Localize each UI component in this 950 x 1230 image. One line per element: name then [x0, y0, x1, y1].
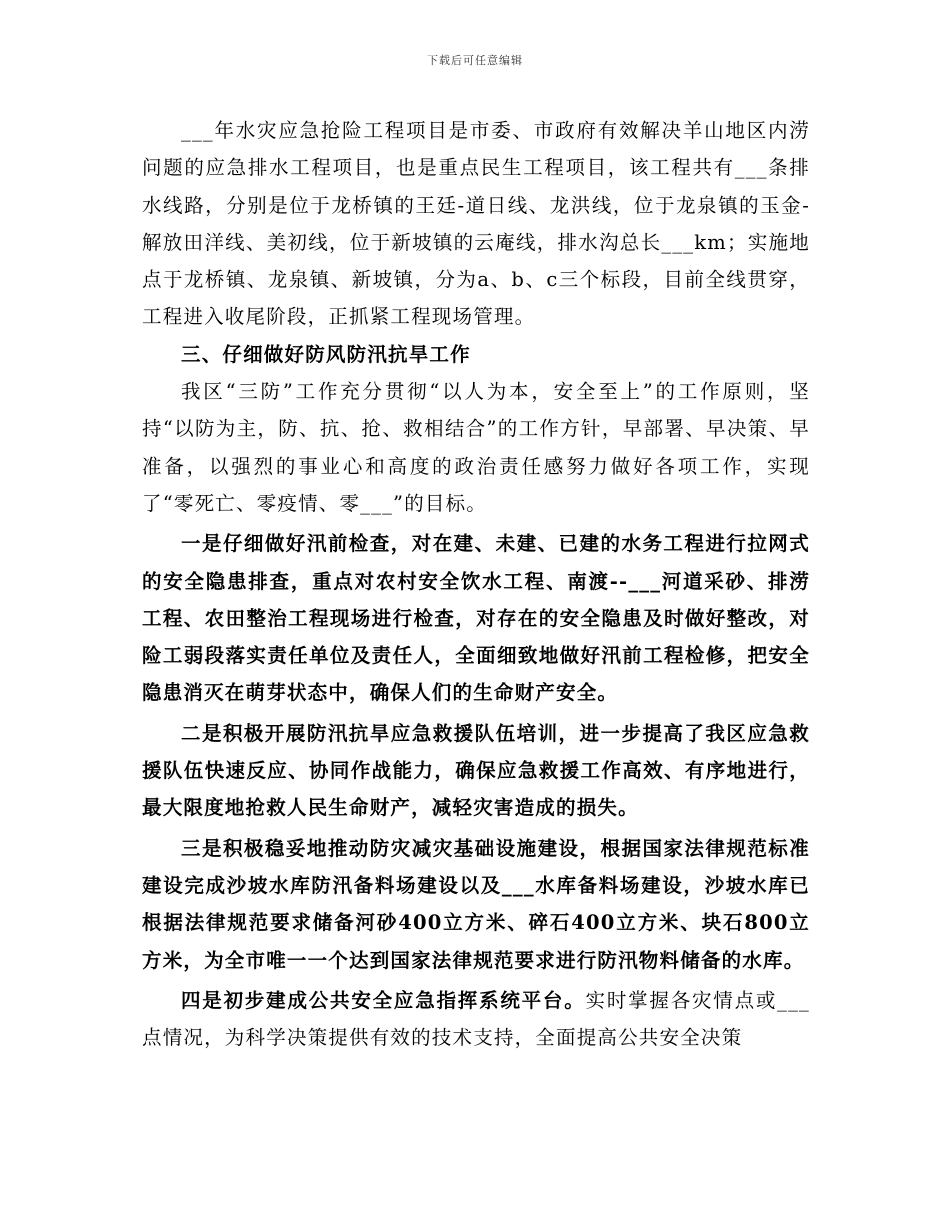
paragraph-point-three	[142, 830, 810, 979]
paragraph-lead: 二是积极开展防汛抗旱应急救援队伍培训，进一步提高了我区应急救援队伍快速反应、协同作战能力，确保应急救援工作高效、有序地进行，最大限度地抢救人民生命财产，减轻灾害造成的损失。	[142, 721, 810, 820]
section-heading-text: 三、仔细做好防风防汛抗旱工作	[181, 342, 471, 366]
paragraph-point-two	[142, 715, 810, 827]
paragraph-text: 我区“三防”工作充分贯彻“以人为本，安全至上”的工作原则，坚持“以防为主，防、抗、抢、救相结合”的工作方针，早部署、早决策、早准备，以强烈的事业心和高度的政治责任感努力做好各项工作，实现了“零死亡、零疫情、零___”的目标。	[142, 380, 810, 515]
page-header-note: 下载后可任意编辑	[427, 54, 523, 67]
paragraph-lead: 一是仔细做好汛前检查，对在建、未建、已建的水务工程进行拉网式的安全隐患排查，重点对农村安全饮水工程、南渡--___河道采砂、排涝工程、农田整治工程现场进行检查，对存在的安全隐患及时做好整改，对险工弱段落实责任单位及责任人，全面细致地做好汛前工程检修，把安全隐患消灭在萌芽状态中，确保人们的生命财产安全。	[142, 532, 810, 705]
paragraph-lead: 三是积极稳妥地推动防灾减灾基础设施建设，根据国家法律规范标准建设完成沙坡水库防汛备料场建设以及___水库备料场建设，沙坡水库已根据法律规范要求储备河砂400立方米、碎石400立方米、块石800立方米，为全市唯一一个达到国家法律规范要求进行防汛物料储备的水库。	[142, 836, 810, 972]
paragraph-three-prevention	[142, 373, 810, 522]
paragraph-point-one	[142, 525, 810, 711]
paragraph-text: 实时掌握各灾情点或___点情况，为科学决策提供有效的技术支持，全面提高公共安全决策	[142, 988, 810, 1050]
paragraph-text: ___年水灾应急抢险工程项目是市委、市政府有效解决羊山地区内涝问题的应急排水工程项目，也是重点民生工程项目，该工程共有___条排水线路，分别是位于龙桥镇的王廷-道日线、龙洪线，位于龙泉镇的玉金-解放田洋线、美初线，位于新坡镇的云庵线，排水沟总长___km；实施地点于龙桥镇、龙泉镇、新坡镇，分为a、b、c三个标段，目前全线贯穿，工程进入收尾阶段，正抓紧工程现场管理。	[142, 119, 810, 329]
paragraph-project	[142, 112, 810, 336]
paragraph-lead: 四是初步建成公共安全应急指挥系统平台。	[181, 988, 586, 1012]
paragraph-point-four	[142, 982, 810, 1057]
section-heading	[142, 336, 810, 373]
document-body	[142, 112, 810, 1056]
